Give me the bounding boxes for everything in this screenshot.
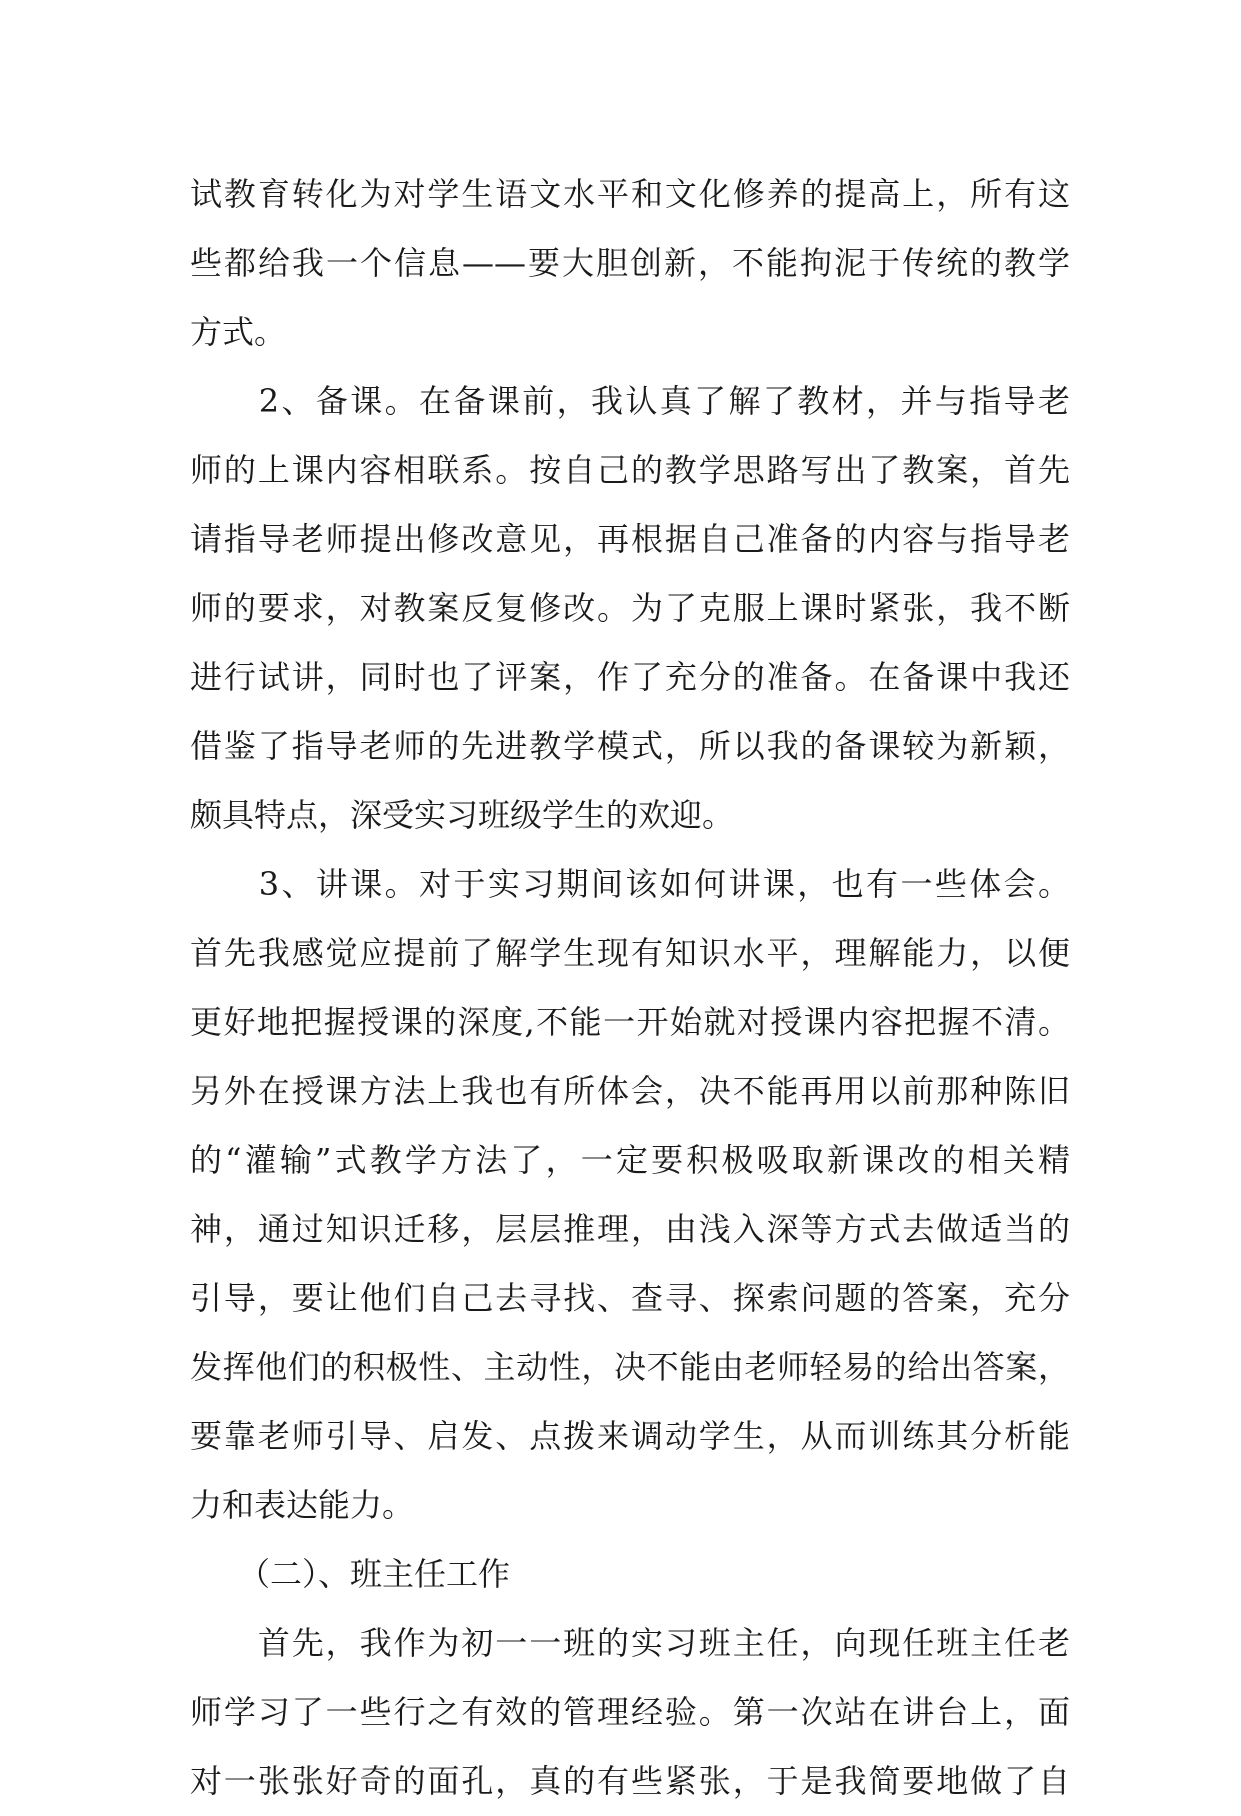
text-line: 力和表达能力。 bbox=[190, 1486, 415, 1524]
text-line: 要靠老师引导、启发、点拨来调动学生，从而训练其分析能 bbox=[190, 1417, 1070, 1455]
text-line: 颇具特点，深受实习班级学生的欢迎。 bbox=[190, 796, 735, 834]
text-line: 些都给我一个信息——要大胆创新，不能拘泥于传统的教学 bbox=[190, 244, 1070, 282]
text-line: 师的要求，对教案反复修改。为了克服上课时紧张，我不断 bbox=[190, 589, 1070, 627]
text-line: 请指导老师提出修改意见，再根据自己准备的内容与指导老 bbox=[190, 520, 1070, 558]
text-line: 首先我感觉应提前了解学生现有知识水平，理解能力，以便 bbox=[190, 934, 1070, 972]
text-line: 的“灌输”式教学方法了，一定要积极吸取新课改的相关精 bbox=[190, 1141, 1070, 1179]
text-line: 师学习了一些行之有效的管理经验。第一次站在讲台上，面 bbox=[190, 1693, 1070, 1731]
text-line: 方式。 bbox=[190, 313, 287, 351]
text-line: 更好地把握授课的深度,不能一开始就对授课内容把握不清。 bbox=[190, 1003, 1070, 1041]
body-text bbox=[190, 160, 1070, 1816]
text-line: 2、备课。在备课前，我认真了解了教材，并与指导老 bbox=[190, 382, 1070, 420]
text-line: 3、讲课。对于实习期间该如何讲课，也有一些体会。 bbox=[190, 865, 1070, 903]
text-line: 试教育转化为对学生语文水平和文化修养的提高上，所有这 bbox=[190, 175, 1070, 213]
section-heading: （二）、班主任工作 bbox=[190, 1555, 511, 1593]
text-line: 首先，我作为初一一班的实习班主任，向现任班主任老 bbox=[190, 1624, 1070, 1662]
text-line: 引导，要让他们自己去寻找、查寻、探索问题的答案，充分 bbox=[190, 1279, 1070, 1317]
text-line: 师的上课内容相联系。按自己的教学思路写出了教案，首先 bbox=[190, 451, 1070, 489]
text-line: 神，通过知识迁移，层层推理，由浅入深等方式去做适当的 bbox=[190, 1210, 1070, 1248]
text-line: 借鉴了指导老师的先进教学模式，所以我的备课较为新颖， bbox=[190, 727, 1070, 765]
text-line: 发挥他们的积极性、主动性，决不能由老师轻易的给出答案， bbox=[190, 1348, 1070, 1386]
text-line: 对一张张好奇的面孔，真的有些紧张，于是我简要地做了自 bbox=[190, 1762, 1070, 1800]
text-line: 进行试讲，同时也了评案，作了充分的准备。在备课中我还 bbox=[190, 658, 1070, 696]
text-line: 另外在授课方法上我也有所体会，决不能再用以前那种陈旧 bbox=[190, 1072, 1070, 1110]
